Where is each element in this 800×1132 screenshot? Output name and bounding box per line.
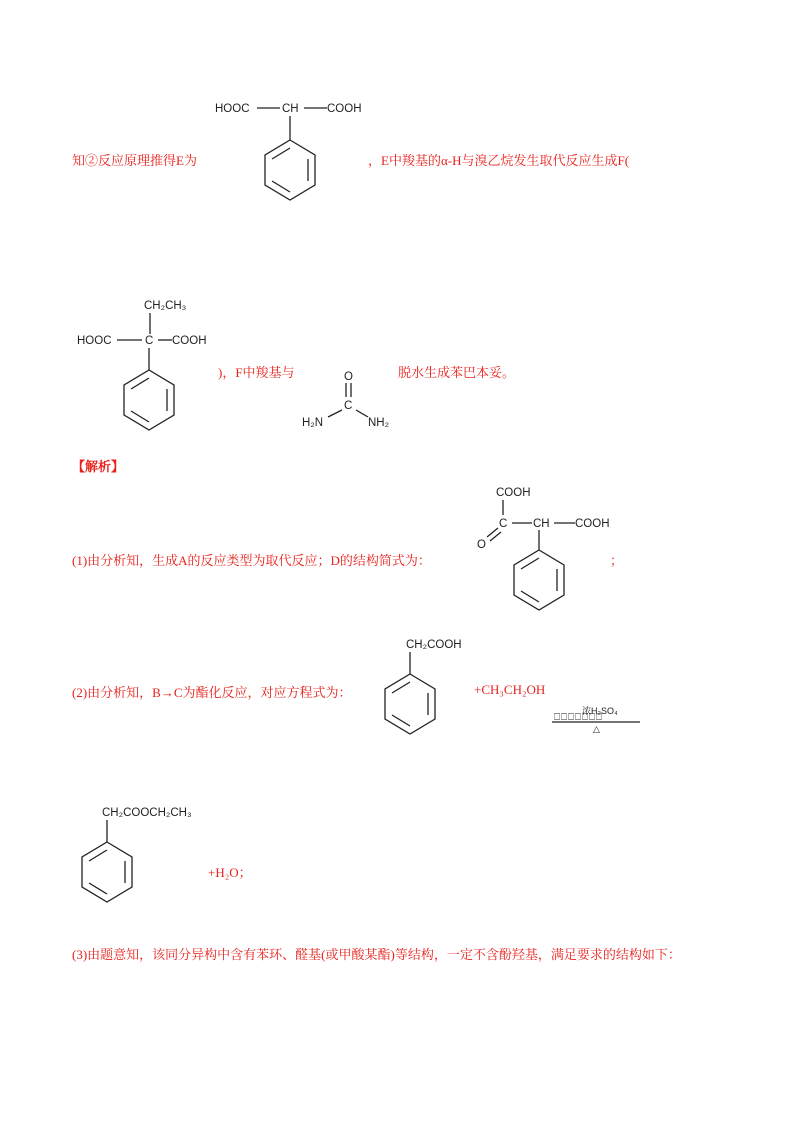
- urea-right: NH₂: [368, 417, 390, 429]
- c-top: CH₂COOCH₂CH₃: [102, 807, 192, 819]
- b-top: CH₂COOH: [406, 639, 462, 651]
- f-center: C: [145, 335, 154, 347]
- urea-left: H₂N: [302, 417, 324, 429]
- jiexi-label: 【解析】: [72, 459, 125, 474]
- condition-glyphs: ⎕⎕⎕⎕⎕⎕⎕: [554, 712, 603, 723]
- q2-text: (2)由分析知，B→C为酯化反应，对应方程式为：: [72, 685, 352, 700]
- molecule-e: [210, 95, 360, 210]
- q2-product-plus: +H₂O；: [208, 865, 252, 880]
- molecule-c: [72, 798, 222, 908]
- f-right: COOH: [172, 335, 207, 347]
- q2-reagent: +CH₃CH₂OH: [474, 682, 546, 697]
- f-left: HOOC: [77, 335, 112, 347]
- d-top: COOH: [496, 487, 531, 499]
- urea-o: O: [344, 371, 353, 383]
- e-left: HOOC: [215, 103, 250, 115]
- condition-top: 浓H₂SO₄: [582, 706, 618, 716]
- e-center: CH: [282, 103, 299, 115]
- d-c: C: [499, 518, 508, 530]
- urea-c: C: [344, 400, 353, 412]
- f-top: CH₂CH₃: [144, 300, 187, 312]
- molecule-urea: [298, 366, 398, 431]
- d-center: CH: [533, 518, 550, 530]
- molecule-b: [370, 630, 480, 740]
- d-o: O: [477, 539, 486, 551]
- molecule-f: [72, 292, 222, 437]
- q3-text: (3)由题意知，该同分异构中含有苯环、醛基(或甲酸某酯)等结构，一定不含酚羟基，满足要求的结构如下：: [72, 947, 681, 962]
- q1-end: ；: [610, 553, 624, 568]
- line2-suffix: 脱水生成苯巴本妥。: [398, 365, 516, 380]
- line2-mid: )，F中羧基与: [218, 365, 295, 380]
- line1-prefix: 知②反应原理推得E为: [72, 153, 197, 168]
- e-right: COOH: [327, 103, 362, 115]
- line1-suffix: ，E中羧基的α-H与溴乙烷发生取代反应生成F(: [368, 153, 630, 168]
- d-right: COOH: [575, 518, 610, 530]
- condition-bottom: △: [593, 724, 600, 734]
- q1-text: (1)由分析知，生成A的反应类型为取代反应；D的结构简式为：: [72, 553, 431, 568]
- molecule-d: [472, 482, 622, 612]
